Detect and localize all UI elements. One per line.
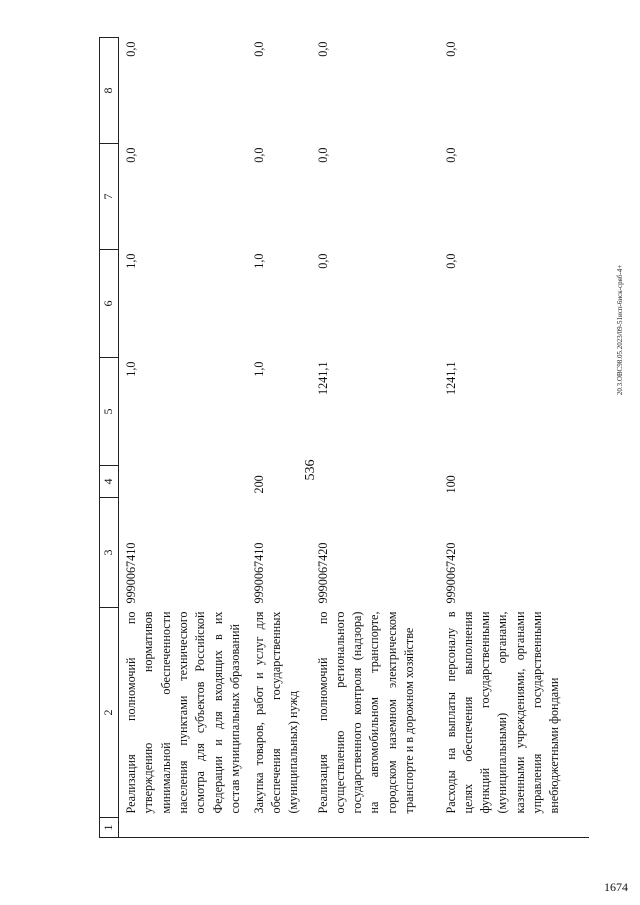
header-col-6: 6 [100,250,119,358]
row-number-cell [119,818,247,838]
row-code: 9990067410 [251,542,266,604]
row-value-7: 0,0 [315,147,330,163]
page-number: 536 [303,459,318,481]
budget-table [99,37,589,838]
row-value-6: 1,0 [251,253,266,269]
row-value-5: 1241,1 [315,361,330,396]
row-value-5: 1241,1 [443,361,458,396]
row-value-7: 0,0 [251,147,266,163]
document-code: 20.3.ОВС98.05.2023/09-51исп-6иск-сряб-4+ [616,264,624,396]
header-col-2: 2 [100,608,119,818]
header-row [100,38,119,838]
header-col-7: 7 [100,144,119,250]
row-vr: 200 [251,475,266,494]
row-value-6: 0,0 [315,253,330,269]
row-name: Реализация полномочий по утверждению нормативов минимальной обеспеченности населения пунктами технического осмотра для субъектов Российской Федерации и для входящих в их состав муниципальных образований [124,611,242,814]
row-value-8: 0,0 [124,41,138,57]
row-number-cell [439,818,589,838]
row-value-6: 0,0 [443,253,458,269]
row-name: Расходы на выплаты персоналу в целях обеспечения выполнения функций государственными (муниципальными) органами, казенными учреждениями, органами управления государственными внебюджетными фондами [443,611,562,814]
row-number-cell [311,818,439,838]
row-value-8: 0,0 [315,41,330,57]
header-col-1: 1 [100,818,119,838]
row-value-7: 0,0 [443,147,458,163]
row-value-8: 0,0 [251,41,266,57]
row-vr [311,466,439,498]
footer-page-number: 1674 [604,880,628,894]
row-value-8: 0,0 [443,41,458,57]
row-code: 9990067410 [124,542,138,604]
row-value-5: 1,0 [251,361,266,377]
table-row [247,38,311,838]
header-col-4: 4 [100,466,119,498]
row-vr [119,466,247,498]
row-code: 9990067420 [315,542,330,604]
row-value-5: 1,0 [124,361,138,377]
header-col-5: 5 [100,358,119,466]
row-value-7: 0,0 [124,147,138,163]
table-row [439,38,589,838]
table-row [119,38,247,838]
table-container [99,38,609,838]
rotated-table [99,38,609,838]
row-code: 9990067420 [443,542,458,604]
row-value-6: 1,0 [124,253,138,269]
row-name: Закупка товаров, работ и услуг для обеспечения государственных (муниципальных) нужд [251,611,301,814]
header-col-8: 8 [100,38,119,144]
row-vr: 100 [443,475,458,494]
row-number-cell [247,818,311,838]
header-col-3: 3 [100,498,119,608]
row-name: Реализация полномочий по осуществлению регионального государственного контроля (надзора) на автомобильном транспорте, городском наземном электрическом транспорте и в дорожном хозяйстве [315,611,417,814]
table-row [311,38,439,838]
